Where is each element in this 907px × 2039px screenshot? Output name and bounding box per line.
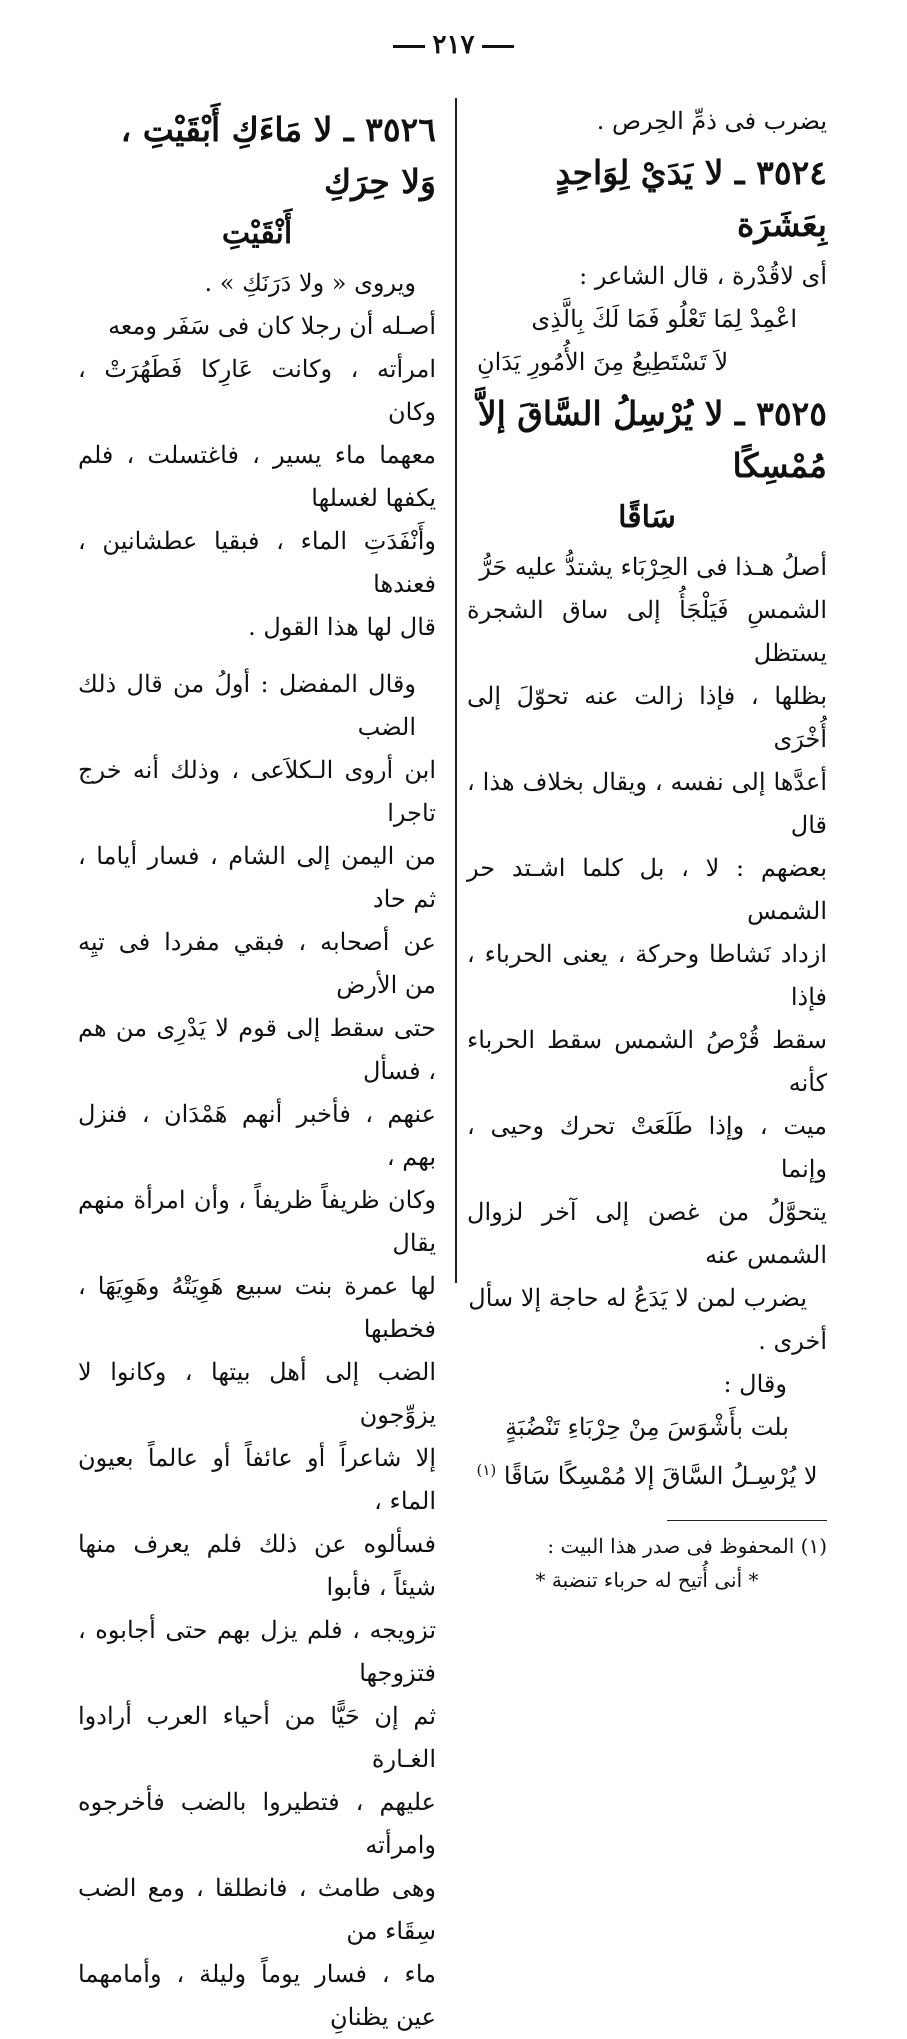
text-line: سقط قُرْصُ الشمس سقط الحرباء كأنه (467, 1026, 827, 1097)
text-line: ابن أروى الـكلاَعى ، وذلك أنه خرج تاجرا (78, 756, 436, 827)
text-line: الضب إلى أهل بيتها ، وكانوا لا يزوِّجون (78, 1358, 436, 1429)
text-line: ازداد نَشاطا وحركة ، يعنى الحرباء ، فإذا (467, 940, 827, 1011)
left-column (78, 100, 436, 2039)
entry-3525-said: وقال : (723, 1370, 787, 1398)
entry-3525-heading-cont: سَاقًا (618, 500, 676, 535)
entry-3526-variant: ويروى « ولا دَرَنَكِ » . (204, 269, 416, 297)
entry-3524-verse-2: لاَ تَسْتَطِيعُ مِنَ الأُمُورِ يَدَانِ (477, 348, 729, 376)
text-line: عن أصحابه ، فبقي مفردا فى تيِه من الأرض (78, 928, 436, 999)
text-line: وهى طامث ، فانطلقا ، ومع الضب سِقَاء من (78, 1874, 436, 1945)
text-line: امرأته ، وكانت عَارِكا فَطَهُرَتْ ، وكان (78, 355, 436, 426)
text-line: حتى سقط إلى قوم لا يَدْرِى من هم ، فسأل (78, 1014, 436, 1085)
text-line: الشمسِ فَيَلْجَأُ إلى ساق الشجرة يستظل (467, 596, 827, 667)
footnote-marker: (١) (476, 1461, 497, 1479)
entry-3526-paragraph-1 (78, 305, 436, 649)
text-line: وقال المفضل : أولُ من قال ذلك الضب (78, 670, 416, 741)
footnote-rule (667, 1520, 827, 1521)
text-line: بعضهم : لا ، بل كلما اشـتد حر الشمس (467, 854, 827, 925)
entry-3524-explanation: أى لاقُدْرة ، قال الشاعر : (579, 262, 827, 290)
text-line: أصلُ هـذا فى الحِرْبَاء يشتدُّ عليه حَرُّ (479, 553, 827, 581)
text-line: وأَنْفَدَتِ الماء ، فبقيا عطشانين ، فعندها (78, 527, 436, 598)
page-number-text: ٢١٧ (432, 30, 475, 60)
entry-3524-heading: ٣٥٢٤ ـ لا يَدَيْ لِوَاحِدٍ بِعَشَرَة (555, 153, 827, 244)
text-line: ماء ، فسار يوماً وليلة ، وأمامهما عين يظنانِ (78, 1960, 436, 2031)
page-number-dash (393, 45, 425, 48)
text-line: وكان ظريفاً ظريفاً ، وأن امرأة منهم يقال (78, 1186, 436, 1257)
page-number-dash (482, 45, 514, 48)
column-divider (455, 98, 457, 1283)
text-line: أخرى . (758, 1327, 827, 1355)
entry-3524-verse-1: اعْمِدْ لِمَا تَعْلُو فَمَا لَكَ بِالَّذِى (531, 305, 797, 333)
text-line: إلا شاعراً أو عائفاً أو عالماً بعيون الماء ، (78, 1444, 436, 1515)
text-line: أعدَّها إلى نفسه ، ويقال بخلاف هذا ، قال (467, 768, 827, 839)
footnote-line-1: (١) المحفوظ فى صدر هذا البيت : (547, 1534, 827, 1558)
page-number (0, 30, 907, 60)
text-line: يتحوَّلُ من غصن إلى آخر لزوال الشمس عنه (467, 1198, 827, 1269)
entry-3525-verse-2 (467, 1449, 827, 1498)
right-column (467, 100, 827, 1597)
text-line: تزويجه ، فلم يزل بهم حتى أجابوه ، فتزوجها (78, 1616, 436, 1687)
entry-3526-heading-cont: أَنْقَيْتِ (221, 216, 293, 251)
entry-3526-heading: ٣٥٢٦ ـ لا مَاءَكِ أَبْقَيْتِ ، وَلا حِرَكِ (120, 110, 436, 201)
text-line: أصـله أن رجلا كان فى سَفَر ومعه (108, 312, 436, 340)
text-line: لها عمرة بنت سبيع هَوِيَتْهُ وهَوِيَهَا ، فخطبها (78, 1272, 436, 1343)
text-line: فسألوه عن ذلك فلم يعرف منها شيئاً ، فأبوا (78, 1530, 436, 1601)
entry-3525-text (467, 546, 827, 1363)
text-line: يضرب لمن لا يَدَعُ له حاجة إلا سأل (468, 1284, 807, 1312)
paragraph-gap (78, 649, 436, 663)
text-line: من اليمن إلى الشام ، فسار أياما ، ثم حاد (78, 842, 436, 913)
entry-3526-paragraph-2 (78, 663, 436, 2039)
text-line: عليهم ، فتطيروا بالضب فأخرجوه وامرأته (78, 1788, 436, 1859)
text-line: معهما ماء يسير ، فاغتسلت ، فلم يكفها لغسلها (78, 441, 436, 512)
intro-line: يضرب فى ذمِّ الحِرص . (596, 107, 827, 135)
text-line: ميت ، وإذا طَلَعَتْ تحرك وحيى ، وإنما (467, 1112, 827, 1183)
text-line: بظلها ، فإذا زالت عنه تحوّلَ إلى أُخْرَى (467, 682, 827, 753)
footnote-line-2: * أنى أُتيح له حرباء تنضبة * (535, 1568, 759, 1592)
entry-3525-heading: ٣٥٢٥ ـ لا يُرْسِلُ السَّاقَ إلاَّ مُمْسِكًا (477, 394, 827, 485)
text-line: ثم إن حَيًّا من أحياء العرب أرادوا الغـارة (78, 1702, 436, 1773)
entry-3525-verse-1: بلت بأَشْوَسَ مِنْ حِرْبَاءِ تَنْضُبَةٍ (505, 1413, 789, 1441)
verse-text: لا يُرْسِـلُ السَّاقَ إلا مُمْسِكًا سَاقًا (503, 1462, 818, 1490)
text-line: قال لها هذا القول . (248, 613, 436, 641)
text-line: عنهم ، فأخبر أنهم هَمْدَان ، فنزل بهم ، (78, 1100, 436, 1171)
